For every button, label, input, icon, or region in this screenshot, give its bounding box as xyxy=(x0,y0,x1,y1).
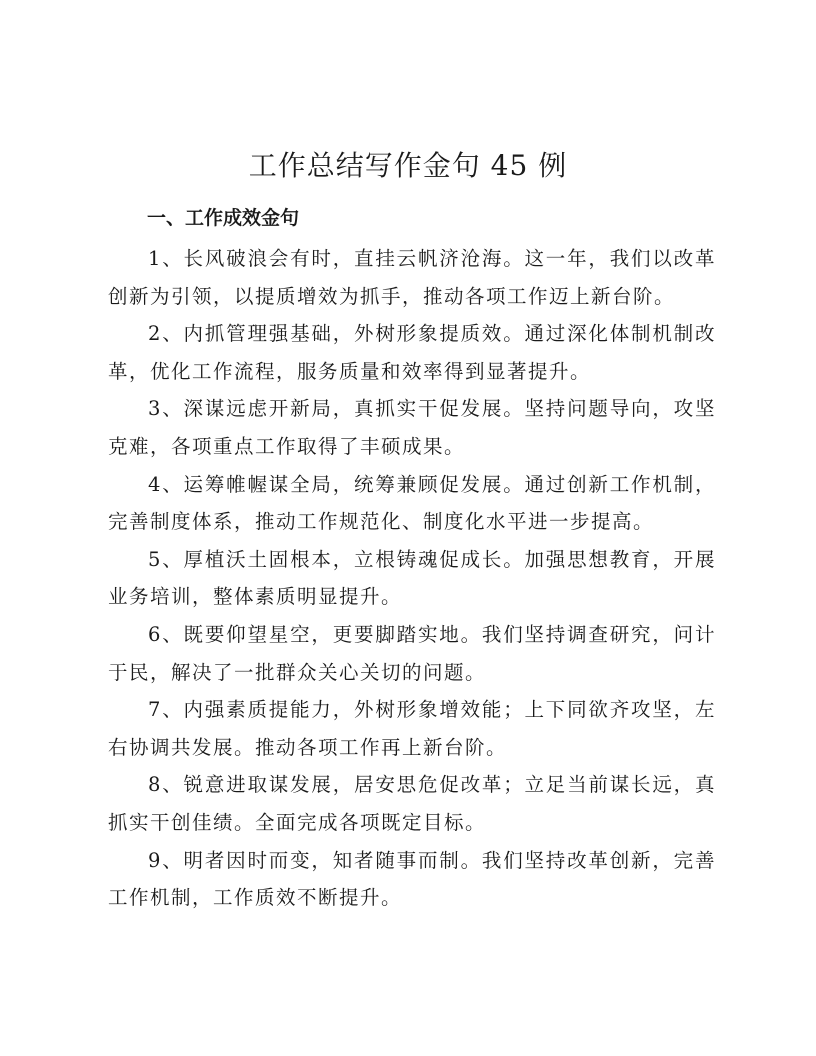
paragraph-1: 1、长风破浪会有时，直挂云帆济沧海。这一年，我们以改革创新为引领，以提质增效为抓手，推动各项工作迈上新台阶。 xyxy=(108,247,716,308)
section-heading: 一、工作成效金句 xyxy=(147,207,300,229)
paragraph-3: 3、深谋远虑开新局，真抓实干促发展。坚持问题导向，攻坚克难，各项重点工作取得了丰硕成果。 xyxy=(108,397,716,458)
paragraph-8: 8、锐意进取谋发展，居安思危促改革；立足当前谋长远，真抓实干创佳绩。全面完成各项既定目标。 xyxy=(108,773,716,834)
paragraph-9: 9、明者因时而变，知者随事而制。我们坚持改革创新，完善工作机制，工作质效不断提升。 xyxy=(108,848,716,910)
page-title: 工作总结写作金句 45 例 xyxy=(248,149,568,182)
paragraph-list xyxy=(108,240,716,917)
paragraph-6: 6、既要仰望星空，更要脚踏实地。我们坚持调查研究，问计于民，解决了一批群众关心关切的问题。 xyxy=(108,622,716,684)
paragraph-7: 7、内强素质提能力，外树形象增效能；上下同欲齐攻坚，左右协调共发展。推动各项工作再上新台阶。 xyxy=(108,698,716,759)
paragraph-2: 2、内抓管理强基础，外树形象提质效。通过深化体制机制改革，优化工作流程，服务质量和效率得到显著提升。 xyxy=(108,322,716,383)
paragraph-5: 5、厚植沃土固根本，立根铸魂促成长。加强思想教育，开展业务培训，整体素质明显提升。 xyxy=(108,547,716,609)
paragraph-4: 4、运筹帷幄谋全局，统筹兼顾促发展。通过创新工作机制，完善制度体系，推动工作规范化、制度化水平进一步提高。 xyxy=(108,472,716,534)
